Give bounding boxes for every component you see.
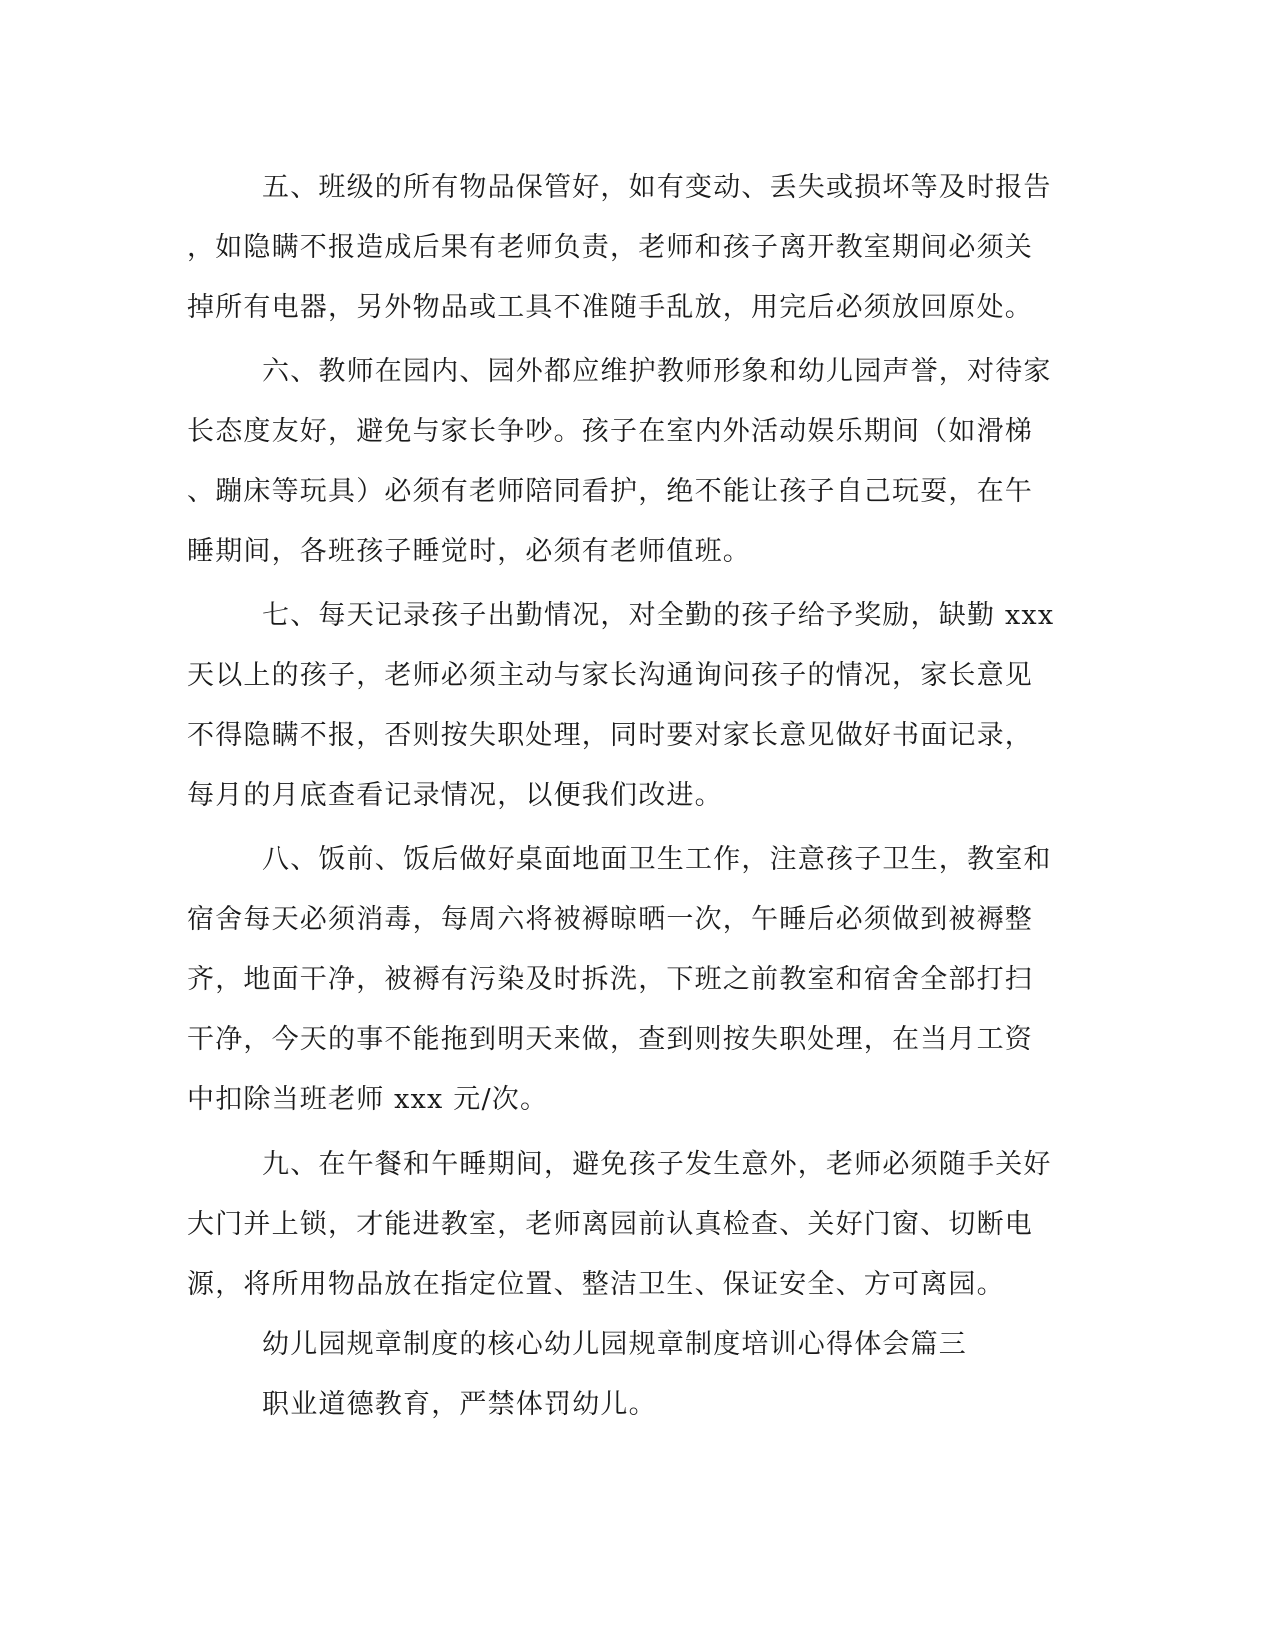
section-first-line: 职业道德教育，严禁体罚幼儿。 (262, 1389, 657, 1420)
paragraph-8-line-1: 八、饭前、饭后做好桌面地面卫生工作，注意孩子卫生，教室和 (262, 844, 1052, 875)
paragraph-5-line-3: 掉所有电器，另外物品或工具不准随手乱放，用完后必须放回原处。 (187, 292, 1033, 323)
paragraph-8-line-2: 宿舍每天必须消毒，每周六将被褥晾晒一次，午睡后必须做到被褥整 (187, 904, 1033, 935)
paragraph-8-line-5: 中扣除当班老师 xxx 元/次。 (187, 1084, 549, 1115)
paragraph-8-line-3: 齐，地面干净，被褥有污染及时拆洗，下班之前教室和宿舍全部打扫 (187, 964, 1033, 995)
paragraph-7-line-4: 每月的月底查看记录情况，以便我们改进。 (187, 780, 723, 811)
paragraph-7-line-1: 七、每天记录孩子出勤情况，对全勤的孩子给予奖励，缺勤 xxx (262, 600, 1055, 631)
paragraph-6-line-2: 长态度友好，避免与家长争吵。孩子在室内外活动娱乐期间（如滑梯 (187, 416, 1033, 447)
paragraph-9-line-2: 大门并上锁，才能进教室，老师离园前认真检查、关好门窗、切断电 (187, 1209, 1033, 1240)
paragraph-8-line-4: 干净，今天的事不能拖到明天来做，查到则按失职处理，在当月工资 (187, 1024, 1033, 1055)
section-heading: 幼儿园规章制度的核心幼儿园规章制度培训心得体会篇三 (262, 1329, 967, 1360)
paragraph-6-line-1: 六、教师在园内、园外都应维护教师形象和幼儿园声誉，对待家 (262, 356, 1052, 387)
paragraph-7-line-2: 天以上的孩子，老师必须主动与家长沟通询问孩子的情况，家长意见 (187, 660, 1033, 691)
paragraph-6-line-4: 睡期间，各班孩子睡觉时，必须有老师值班。 (187, 536, 751, 567)
paragraph-5-line-1: 五、班级的所有物品保管好，如有变动、丢失或损坏等及时报告 (262, 172, 1052, 203)
paragraph-9-line-1: 九、在午餐和午睡期间，避免孩子发生意外，老师必须随手关好 (262, 1149, 1052, 1180)
paragraph-7-line-3: 不得隐瞒不报，否则按失职处理，同时要对家长意见做好书面记录， (187, 720, 1033, 751)
paragraph-6-line-3: 、蹦床等玩具）必须有老师陪同看护，绝不能让孩子自己玩耍，在午 (187, 476, 1033, 507)
paragraph-9-line-3: 源，将所用物品放在指定位置、整洁卫生、保证安全、方可离园。 (187, 1269, 1005, 1300)
paragraph-5-line-2: ，如隐瞒不报造成后果有老师负责，老师和孩子离开教室期间必须关 (187, 232, 1033, 263)
